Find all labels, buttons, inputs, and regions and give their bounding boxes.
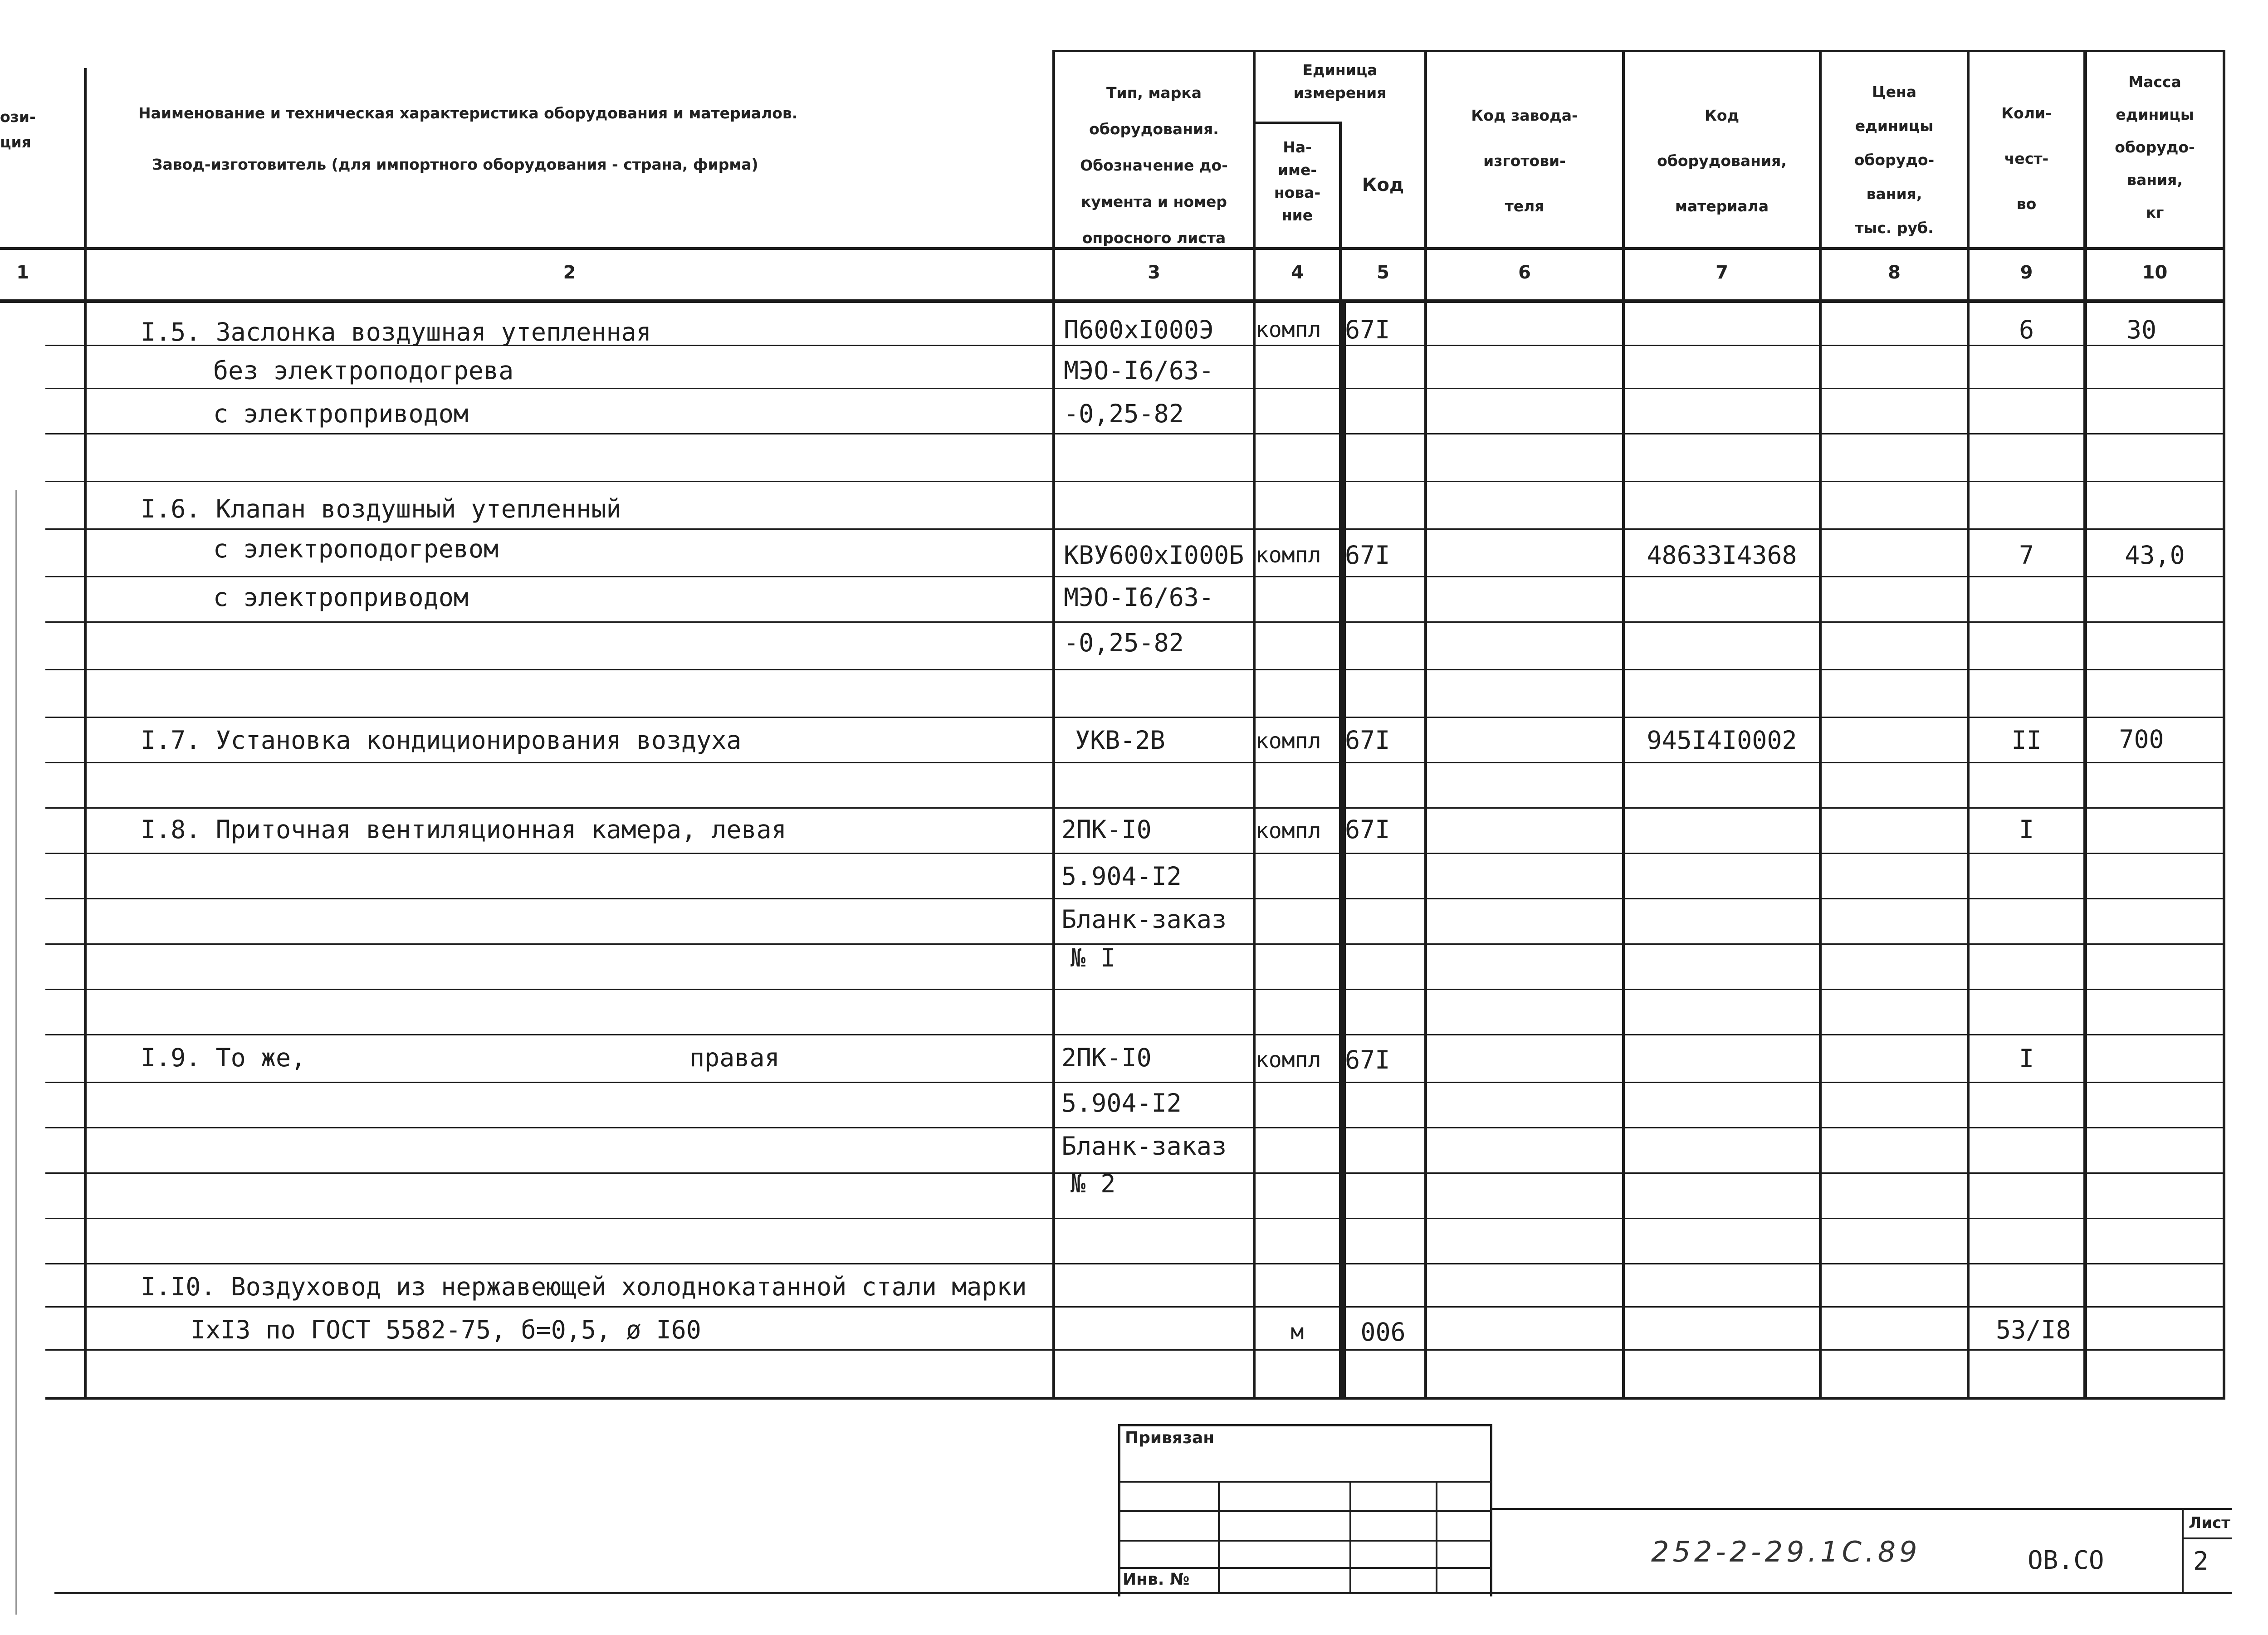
row-unit: компл — [1256, 1047, 1321, 1073]
row-qty: 53/I8 — [1996, 1315, 2071, 1344]
column-number: 7 — [1716, 262, 1728, 283]
row-qty: I — [2019, 1044, 2034, 1073]
header-col3-line: Обозначение до- — [1080, 156, 1228, 174]
column-number: 8 — [1888, 262, 1901, 283]
header-col8-line: тыс. руб. — [1855, 219, 1934, 237]
header-col9-line: чест- — [2004, 150, 2049, 167]
row-qty: II — [2011, 726, 2042, 755]
row-unit: компл — [1256, 317, 1321, 342]
row-type: Бланк-заказ — [1061, 1132, 1227, 1161]
grid-hline — [45, 762, 2225, 763]
row-type: МЭО-I6/63- — [1064, 583, 1214, 612]
header-col10-line: вания, — [2127, 171, 2183, 189]
row-unit: компл — [1256, 818, 1321, 844]
row-qty: 6 — [2019, 315, 2034, 344]
header-col4-line: име- — [1277, 161, 1317, 179]
header-col8-line: вания, — [1866, 185, 1922, 203]
stamp-doc-number: 252-2-29.1C.89 — [1651, 1535, 1921, 1568]
row-type: № 2 — [1070, 1169, 1116, 1198]
grid-vline — [15, 490, 17, 1615]
row-unit: м — [1290, 1319, 1304, 1345]
row-name: IхI3 по ГОСТ 5582-75, б=0,5, ø I60 — [191, 1315, 701, 1344]
grid-vline — [2223, 50, 2225, 1399]
column-number: 2 — [563, 262, 576, 283]
header-col4-line: На- — [1283, 138, 1312, 156]
header-col7-line: оборудования, — [1657, 152, 1787, 170]
header-col8-line: оборудо- — [1854, 151, 1935, 169]
header-col8-line: Цена — [1872, 83, 1917, 101]
header-col10-line: Масса — [2128, 73, 2181, 91]
grid-hline — [45, 388, 2225, 389]
stamp-line — [2182, 1508, 2184, 1594]
grid-hline — [45, 1349, 2225, 1351]
column-number: 9 — [2020, 262, 2033, 283]
header-col10-line: кг — [2146, 204, 2164, 221]
header-col7 — [1625, 93, 1819, 229]
row-name: I.9. То же, — [141, 1043, 306, 1072]
stamp-bound-label: Привязан — [1125, 1429, 1215, 1447]
grid-hline — [0, 299, 2225, 303]
row-code: 006 — [1360, 1318, 1406, 1347]
header-col6-line: Код завода- — [1471, 107, 1578, 124]
header-unit-line: Единица — [1302, 61, 1378, 79]
header-unit-group — [1256, 59, 1424, 104]
row-type: 2ПК-I0 — [1061, 1043, 1152, 1072]
grid-hline — [45, 669, 2225, 670]
row-name: с электроподогревом — [213, 534, 499, 563]
header-col1-line: ози- — [0, 108, 36, 126]
header-col8 — [1822, 75, 1967, 245]
row-mass: 700 — [2119, 725, 2164, 754]
grid-vline — [1253, 50, 1256, 1399]
header-col3-line: Тип, марка — [1106, 84, 1202, 102]
header-col10-line: единицы — [2116, 106, 2194, 123]
header-unit-line: измерения — [1293, 84, 1387, 102]
stamp-sheet-label: Лист — [2189, 1514, 2230, 1532]
row-code: 67I — [1345, 815, 1390, 844]
row-mass: 43,0 — [2125, 541, 2185, 570]
stamp-line — [1492, 1508, 2232, 1510]
stamp-line — [2182, 1537, 2232, 1539]
grid-hline — [45, 943, 2225, 945]
header-col9-line: во — [2016, 195, 2037, 213]
grid-hline — [45, 1218, 2225, 1219]
grid-hline — [45, 1263, 2225, 1264]
header-col3 — [1055, 75, 1253, 256]
header-col4-line: ние — [1281, 206, 1313, 224]
grid-hline — [45, 853, 2225, 854]
row-type: -0,25-82 — [1064, 399, 1184, 428]
row-type: № I — [1070, 943, 1116, 972]
stamp-line — [1436, 1481, 1437, 1594]
stamp-line — [1118, 1424, 1492, 1426]
header-col6 — [1427, 93, 1622, 229]
grid-hline — [45, 1172, 2225, 1174]
grid-vline — [1967, 50, 1970, 1399]
grid-hline — [45, 481, 2225, 482]
column-number: 3 — [1148, 262, 1160, 283]
row-unit: компл — [1256, 728, 1321, 754]
header-col6-line: изготови- — [1483, 152, 1566, 170]
stamp-line — [1349, 1481, 1351, 1594]
header-col4-line: нова- — [1274, 184, 1321, 201]
header-col3-line: опросного листа — [1082, 229, 1226, 247]
grid-hline — [45, 433, 2225, 434]
row-type: УКВ-2В — [1075, 726, 1165, 755]
grid-hline — [45, 1306, 2225, 1308]
grid-hline — [45, 1397, 2225, 1400]
grid-hline — [45, 1127, 2225, 1128]
header-col6-line: теля — [1505, 197, 1545, 215]
row-type: 5.904-I2 — [1061, 862, 1182, 891]
grid-hline — [45, 717, 2225, 718]
row-name: I.8. Приточная вентиляционная камера, левая — [141, 815, 787, 844]
row-qty: I — [2019, 815, 2034, 844]
grid-vline — [1424, 50, 1427, 1399]
row-unit: компл — [1256, 542, 1321, 568]
row-code: 67I — [1345, 726, 1390, 755]
row-equip-code: 945I4I0002 — [1647, 726, 1797, 755]
grid-vline — [1819, 50, 1822, 1399]
header-col2-line1: Наименование и техническая характеристика оборудования и материалов. — [138, 104, 798, 122]
header-col2-line2: Завод-изготовитель (для импортного оборудования - страна, фирма) — [152, 156, 758, 173]
row-type: МЭО-I6/63- — [1064, 356, 1214, 385]
header-col3-line: оборудования. — [1089, 120, 1219, 138]
row-equip-code: 48633I4368 — [1647, 541, 1797, 570]
header-col3-line: кумента и номер — [1080, 193, 1227, 210]
grid-hline — [1253, 122, 1342, 124]
row-name: I.6. Клапан воздушный утепленный — [141, 494, 621, 523]
grid-hline — [45, 621, 2225, 623]
stamp-doc-code: ОВ.СО — [2028, 1546, 2104, 1575]
row-name: с электроприводом — [213, 399, 469, 428]
column-number: 4 — [1291, 262, 1304, 283]
row-name: с электроприводом — [213, 583, 469, 612]
grid-vline — [1622, 50, 1625, 1399]
grid-vline — [1340, 299, 1346, 1399]
row-name: I.5. Заслонка воздушная утепленная — [141, 317, 651, 347]
row-name-right: правая — [689, 1043, 780, 1072]
column-number: 1 — [16, 262, 29, 283]
row-type: -0,25-82 — [1064, 628, 1184, 657]
row-qty: 7 — [2019, 541, 2034, 570]
header-col4 — [1256, 136, 1339, 227]
row-name: I.7. Установка кондиционирования воздуха — [141, 726, 742, 755]
header-col9 — [1970, 91, 2083, 227]
grid-hline — [45, 576, 2225, 577]
row-type: П600хI000Э — [1064, 315, 1214, 344]
stamp-inv-label: Инв. № — [1123, 1570, 1190, 1589]
stamp-sheet-number: 2 — [2193, 1547, 2209, 1576]
header-col7-line: Код — [1704, 107, 1740, 124]
header-col8-line: единицы — [1855, 117, 1934, 135]
grid-hline — [1052, 50, 2225, 52]
column-number: 10 — [2142, 262, 2168, 283]
row-code: 67I — [1345, 1045, 1390, 1074]
row-name: без электроподогрева — [213, 356, 514, 385]
header-col7-line: материала — [1675, 197, 1769, 215]
grid-hline — [45, 528, 2225, 530]
header-col10-line: оборудо- — [2115, 138, 2195, 156]
row-mass: 30 — [2126, 315, 2157, 344]
stamp-line — [54, 1592, 2232, 1594]
grid-hline — [45, 898, 2225, 899]
grid-vline — [2083, 50, 2087, 1399]
header-col10 — [2087, 66, 2223, 229]
row-type: 2ПК-I0 — [1061, 815, 1152, 844]
column-number: 6 — [1518, 262, 1531, 283]
grid-hline — [45, 1034, 2225, 1035]
row-type: КВУ600хI000Б — [1064, 541, 1244, 570]
header-col1 — [0, 104, 77, 155]
header-col5: Код — [1362, 175, 1404, 195]
header-col1-line: ция — [0, 133, 31, 151]
row-code: 67I — [1345, 315, 1390, 344]
grid-hline — [45, 1082, 2225, 1083]
row-code: 67I — [1345, 541, 1390, 570]
stamp-line — [1218, 1481, 1220, 1594]
column-number: 5 — [1377, 262, 1389, 283]
row-type: Бланк-заказ — [1061, 905, 1227, 934]
row-type: 5.904-I2 — [1061, 1088, 1182, 1118]
row-name: I.I0. Воздуховод из нержавеющей холоднокатанной стали марки — [141, 1272, 1027, 1301]
grid-hline — [45, 989, 2225, 990]
header-col9-line: Коли- — [2001, 104, 2052, 122]
grid-hline — [45, 807, 2225, 809]
